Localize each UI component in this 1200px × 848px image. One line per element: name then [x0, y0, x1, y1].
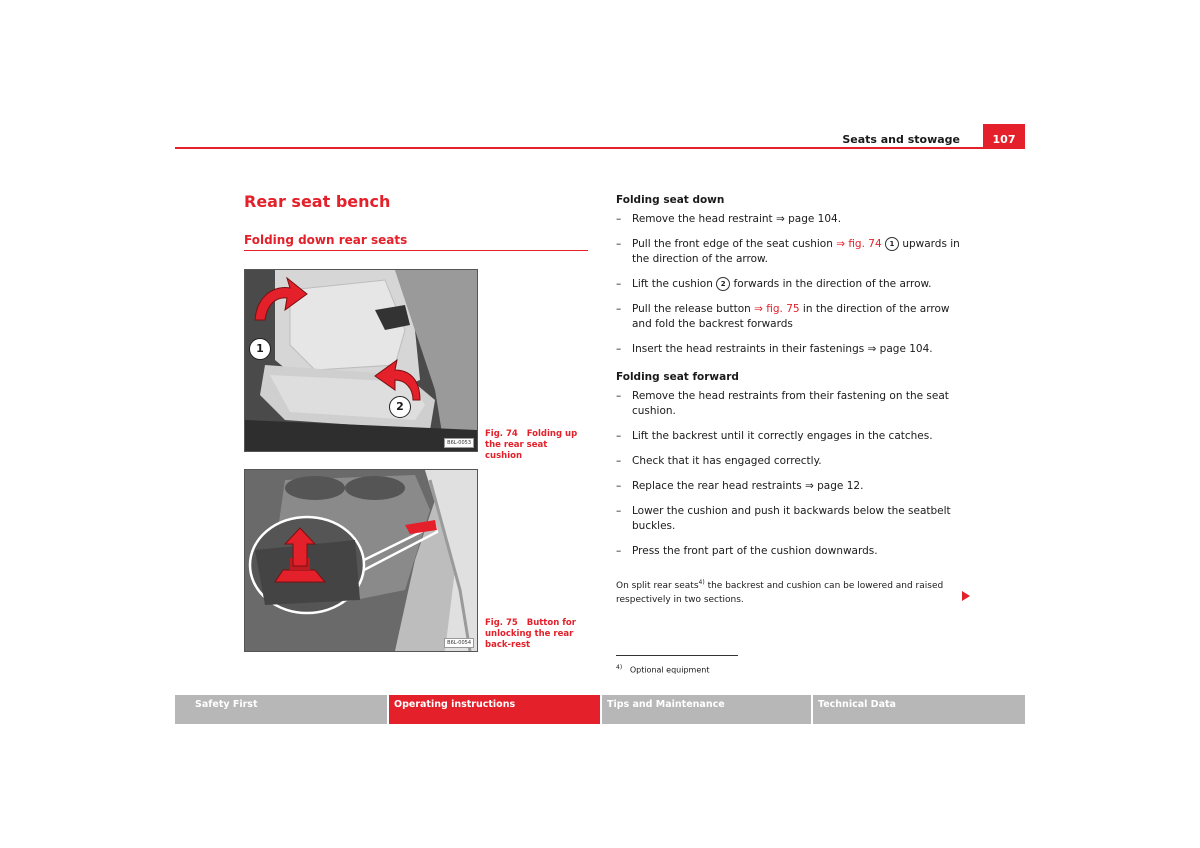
step-dash: – [616, 430, 622, 442]
marker-ref: 1 [885, 237, 899, 251]
note-text-post: the backrest and cushion can be lowered and raised respectively in two sections. [616, 581, 944, 605]
marker-1: 1 [249, 338, 271, 360]
tab-label: Safety First [195, 699, 258, 710]
step-item [616, 237, 961, 267]
step-dash: – [616, 390, 622, 402]
marker-2: 2 [389, 396, 411, 418]
step-item [616, 277, 961, 292]
step-text [632, 277, 961, 292]
figure-link[interactable]: ⇒ fig. 74 [836, 238, 882, 250]
figure-link[interactable]: ⇒ fig. 75 [754, 303, 800, 315]
tab-label: Tips and Maintenance [607, 699, 725, 710]
step-dash: – [616, 213, 622, 225]
split-seats-note [616, 576, 961, 607]
caption-text: Folding up the rear seat cushion [485, 429, 578, 461]
footnote-number: 4) [616, 664, 623, 671]
tab-label: Operating instructions [394, 699, 516, 710]
step-dash: – [616, 455, 622, 467]
marker-ref: 2 [716, 277, 730, 291]
tab-label: Technical Data [818, 699, 896, 710]
footer-tab-operating-instructions[interactable] [389, 695, 600, 724]
caption-number: Fig. 74 [485, 429, 518, 439]
step-text: Press the front part of the cushion downwards. [632, 545, 878, 557]
step-text: Remove the head restraint ⇒ page 104. [632, 213, 842, 225]
step-text-post: forwards in the direction of the arrow. [730, 278, 932, 290]
step-text: Replace the rear head restraints ⇒ page 12. [632, 480, 864, 492]
step-dash: – [616, 238, 622, 250]
step-text [632, 302, 961, 332]
figure-75-image [244, 469, 478, 652]
section-heading-folding-down: Folding seat down [616, 194, 725, 206]
step-dash: – [616, 505, 622, 517]
step-text-pre: Pull the front edge of the seat cushion [632, 238, 837, 250]
footnote-text: Optional equipment [629, 665, 710, 675]
step-item [616, 454, 961, 469]
step-item [616, 544, 961, 559]
step-text-pre: Pull the release button [632, 303, 755, 315]
step-text [632, 237, 961, 267]
figure-code: B6L-0053 [444, 438, 474, 448]
step-item [616, 342, 961, 357]
step-text: Insert the head restraints in their fastenings ⇒ page 104. [632, 343, 933, 355]
step-item [616, 389, 961, 419]
step-dash: – [616, 480, 622, 492]
figure-75-caption [485, 618, 585, 651]
continue-arrow-icon [962, 591, 970, 601]
step-dash: – [616, 343, 622, 355]
header-rule [175, 147, 1025, 149]
footer-tab-technical-data[interactable] [813, 695, 1025, 724]
step-dash: – [616, 545, 622, 557]
step-item [616, 504, 961, 534]
subtitle-rule [244, 250, 588, 251]
release-button-illustration [245, 470, 477, 651]
figure-code: B6L-0054 [444, 638, 474, 648]
step-text: Lift the backrest until it correctly engages in the catches. [632, 430, 933, 442]
seat-cushion-illustration [245, 270, 477, 451]
page-number: 107 [983, 124, 1025, 148]
caption-number: Fig. 75 [485, 618, 518, 628]
page-title: Rear seat bench [244, 192, 391, 211]
footer-tab-tips-maintenance[interactable] [602, 695, 811, 724]
figure-74-image [244, 269, 478, 452]
step-text: Lower the cushion and push it backwards below the seatbelt buckles. [632, 505, 951, 532]
figure-74-caption [485, 429, 585, 462]
step-text-post: in the direction of the arrow and fold the backrest forwards [632, 303, 950, 330]
step-text: Check that it has engaged correctly. [632, 455, 822, 467]
step-item [616, 302, 961, 332]
step-text: Remove the head restraints from their fastening on the seat cushion. [632, 390, 949, 417]
running-header-section: Seats and stowage [842, 133, 960, 146]
section-heading-folding-forward: Folding seat forward [616, 371, 739, 383]
step-item [616, 429, 961, 444]
step-item [616, 479, 961, 494]
section-subtitle: Folding down rear seats [244, 233, 408, 247]
note-text-pre: On split rear seats [616, 581, 699, 591]
footer-tab-safety-first[interactable] [175, 695, 387, 724]
footnote [616, 664, 709, 675]
footnote-ref: 4) [698, 579, 705, 586]
step-text-post: upwards in the direction of the arrow. [632, 238, 960, 265]
caption-text: Button for unlocking the rear back-rest [485, 618, 576, 650]
step-item [616, 212, 961, 227]
step-text-pre: Lift the cushion [632, 278, 717, 290]
step-dash: – [616, 278, 622, 290]
footnote-rule [616, 655, 738, 656]
step-dash: – [616, 303, 622, 315]
